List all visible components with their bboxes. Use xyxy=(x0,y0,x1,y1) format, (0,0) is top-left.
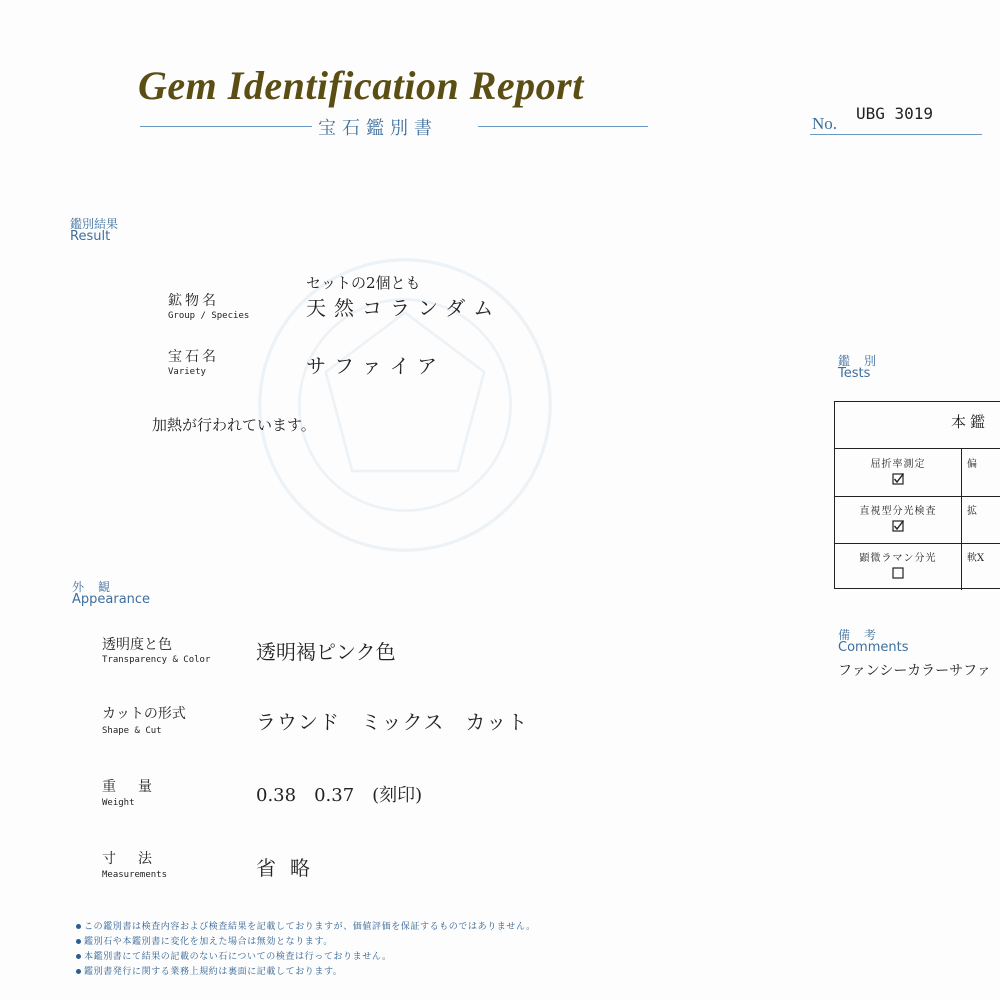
footer-note xyxy=(76,920,536,935)
species-value: 天然コランダム xyxy=(306,296,502,320)
comments-section-label-en: Comments xyxy=(838,640,909,655)
test-name: 屈折率測定 xyxy=(870,459,926,470)
bullet-icon xyxy=(76,939,81,944)
species-label-en: Group / Species xyxy=(168,311,250,321)
subtitle-rule-left xyxy=(140,126,312,127)
test-col2: 拡 xyxy=(967,506,977,517)
bullet-icon xyxy=(76,954,81,959)
report-number-rule xyxy=(810,134,982,135)
weight-value: 0.38 0.37 (刻印) xyxy=(256,785,423,806)
variety-label-jp: 宝石名 xyxy=(168,349,219,365)
tests-row-raman xyxy=(835,543,1000,590)
appearance-section-label-en: Appearance xyxy=(72,592,151,607)
tests-table-header-label: 本鑑 xyxy=(951,413,990,431)
comments-section-label-jp: 備考 xyxy=(838,628,891,642)
cut-label-en: Shape & Cut xyxy=(102,726,162,736)
species-label-jp: 鉱物名 xyxy=(168,293,219,309)
measurements-label-en: Measurements xyxy=(102,870,168,880)
checked-box-icon xyxy=(892,473,904,485)
tests-row-spectroscope xyxy=(835,496,1000,544)
appearance-section-label-jp: 外観 xyxy=(72,580,125,594)
tests-table xyxy=(834,401,1000,589)
bullet-icon xyxy=(76,924,81,929)
comments-text: ファンシーカラーサファ xyxy=(838,663,991,679)
bullet-icon xyxy=(76,969,81,974)
tests-section-label-en: Tests xyxy=(838,366,871,381)
test-col2: 偏 xyxy=(967,459,977,470)
footer-note-text: 鑑別石や本鑑別書に変化を加えた場合は無効となります。 xyxy=(84,937,333,947)
report-number-label: No. xyxy=(812,114,838,133)
result-section-label-en: Result xyxy=(70,229,111,244)
footer-note xyxy=(76,965,536,980)
footer-note-text: 鑑別書発行に関する業務上規約は裏面に記載しております。 xyxy=(84,967,343,977)
treatment-note: 加熱が行われています。 xyxy=(152,416,316,434)
test-name: 顕微ラマン分光 xyxy=(859,553,937,564)
cut-label-jp: カットの形式 xyxy=(102,706,186,722)
unchecked-box-icon xyxy=(892,567,904,579)
checked-box-icon xyxy=(892,520,904,532)
tests-section-label-jp: 鑑別 xyxy=(838,354,891,368)
measurements-label-jp: 寸法 xyxy=(102,851,174,867)
result-section-label-jp: 鑑別結果 xyxy=(70,217,119,231)
report-subtitle: 宝石鑑別書 xyxy=(318,118,438,139)
test-name: 直視型分光検査 xyxy=(859,506,937,517)
weight-label-en: Weight xyxy=(102,798,135,808)
transparency-label-jp: 透明度と色 xyxy=(102,637,172,653)
footer-note xyxy=(76,950,536,965)
footer-note xyxy=(76,935,536,950)
measurements-value: 省略 xyxy=(256,856,324,880)
subtitle-rule-right xyxy=(478,126,648,127)
cut-value: ラウンド ミックス カット xyxy=(256,710,529,734)
report-title: Gem Identification Report xyxy=(138,63,584,108)
tests-row-refractive-index xyxy=(835,449,1000,497)
tests-table-header xyxy=(835,402,1000,449)
variety-label-en: Variety xyxy=(168,367,206,377)
weight-label-jp: 重量 xyxy=(102,779,174,795)
variety-value: サファイア xyxy=(306,354,445,378)
footer-note-text: 本鑑別書にて結果の記載のない石についての検査は行っておりません。 xyxy=(84,952,392,962)
footer-notes xyxy=(76,920,536,980)
report-number: UBG 3019 xyxy=(856,104,934,123)
species-note: セットの2個とも xyxy=(306,274,421,292)
transparency-value: 透明褐ピンク色 xyxy=(256,640,396,664)
transparency-label-en: Transparency & Color xyxy=(102,655,211,665)
test-col2: 軟X xyxy=(967,553,985,564)
footer-note-text: この鑑別書は検査内容および検査結果を記載しておりますが、価値評価を保証するものではありません。 xyxy=(84,922,536,932)
